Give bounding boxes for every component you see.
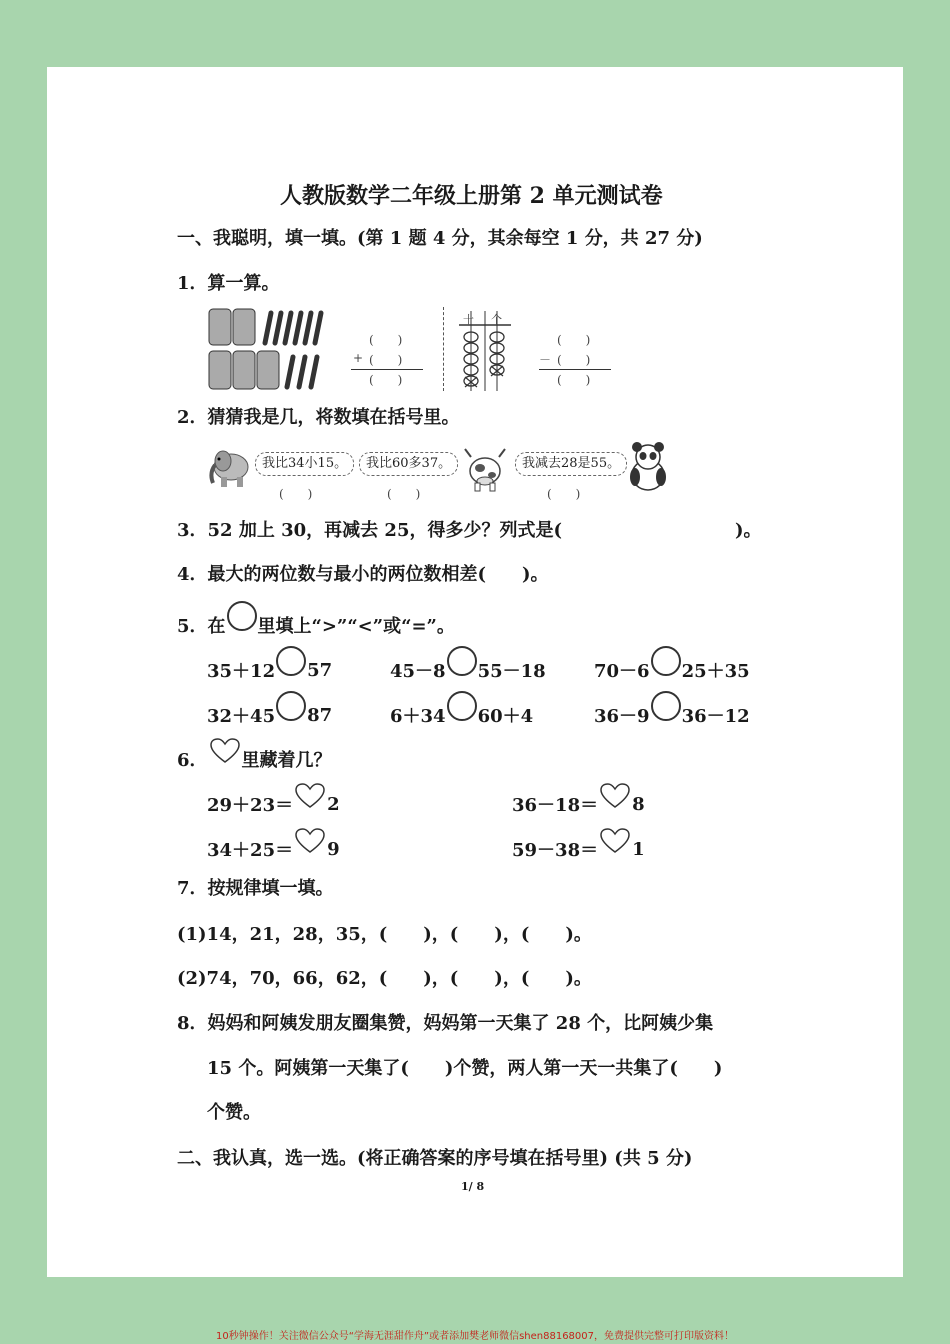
question-3: 3．52 加上 30，再减去 25，得多少？列式是(: [177, 520, 562, 541]
footer-notice: 10秒钟操作！关注微信公众号“学海无涯甜作舟”或者添加樊老师微信shen88168007，免费提供完整可打印版资料！: [215, 1331, 735, 1342]
compare-item: [594, 658, 750, 682]
question-6-prefix: 6．: [177, 750, 208, 771]
answer-circle[interactable]: [276, 646, 306, 676]
question-4: 4．最大的两位数与最小的两位数相差( )。: [177, 564, 549, 585]
ten-bundle: [209, 351, 231, 389]
equation-left: 36－18＝: [512, 795, 599, 816]
heart-item: [512, 837, 645, 861]
compare-left: 32＋45: [207, 706, 276, 727]
riddle-bubble-3: 我减去28是55。: [515, 452, 627, 476]
ten-bundle: [257, 351, 279, 389]
question-8-line-1: 8．妈妈和阿姨发朋友圈集赞，妈妈第一天集了 28 个，比阿姨少集: [177, 1013, 714, 1034]
heart-item: [512, 792, 645, 816]
compare-item: [207, 703, 332, 727]
divider: [443, 307, 444, 391]
single-stick: [275, 313, 281, 343]
answer-paren-2: ( ): [387, 487, 421, 501]
equation-digit: 1: [632, 838, 645, 860]
compare-right: 25＋35: [681, 661, 750, 682]
equation-left: 59－38＝: [512, 840, 599, 861]
answer-circle[interactable]: [651, 646, 681, 676]
riddle-bubble-1: 我比34小15。: [255, 452, 354, 476]
paren-blank: ( ): [557, 353, 591, 367]
heart-item: [207, 792, 340, 816]
worksheet-page: [47, 67, 903, 1277]
answer-circle[interactable]: [276, 691, 306, 721]
heart-icon: [210, 738, 240, 764]
page-title: 人教版数学二年级上册第 2 单元测试卷: [280, 183, 663, 209]
heart-icon[interactable]: [600, 828, 630, 854]
single-stick: [305, 313, 311, 343]
compare-right: 57: [307, 659, 333, 681]
question-3-end: )。: [735, 520, 762, 541]
compare-left: 45－8: [390, 661, 446, 682]
compare-item: [207, 658, 332, 682]
compare-left: 70－6: [594, 661, 650, 682]
equation-digit: 2: [327, 793, 340, 815]
single-stick: [299, 357, 305, 387]
page-number: 1/ 8: [461, 1180, 485, 1193]
riddle-bubble-2: 我比60多37。: [359, 452, 458, 476]
equation-digit: 8: [632, 793, 645, 815]
compare-right: 55－18: [477, 661, 546, 682]
circle-symbol: [227, 601, 257, 631]
compare-item: [390, 703, 533, 727]
ten-bundle: [233, 309, 255, 345]
section-1-heading: 一、我聪明，填一填。(第 1 题 4 分，其余每空 1 分，共 27 分): [177, 228, 703, 249]
question-5-prefix: 5．在: [177, 616, 226, 637]
single-stick: [315, 313, 321, 343]
compare-right: 87: [307, 704, 333, 726]
sequence-2: (2)74，70，66，62，( )，( )，( )。: [177, 968, 592, 989]
heart-icon[interactable]: [295, 783, 325, 809]
heart-icon[interactable]: [295, 828, 325, 854]
plus-sign: +: [353, 351, 364, 365]
minus-sign: －: [539, 353, 552, 367]
equation-left: 34＋25＝: [207, 840, 294, 861]
question-2: 2．猜猜我是几，将数填在括号里。: [177, 407, 460, 428]
compare-item: [390, 658, 546, 682]
question-1: 1．算一算。: [177, 273, 280, 294]
heart-icon[interactable]: [600, 783, 630, 809]
paren-blank: ( ): [369, 353, 403, 367]
tens-label: 十: [463, 313, 474, 326]
section-2-heading: 二、我认真，选一选。(将正确答案的序号填在括号里) (共 5 分): [177, 1148, 693, 1169]
answer-circle[interactable]: [651, 691, 681, 721]
vertical-calc-line: [539, 369, 611, 370]
single-stick: [285, 313, 291, 343]
question-6-instruction: 里藏着几？: [241, 750, 332, 771]
compare-left: 6＋34: [390, 706, 446, 727]
compare-item: [594, 703, 750, 727]
answer-paren-1: ( ): [279, 487, 313, 501]
cow-icon: [459, 441, 511, 493]
vertical-calc-line: [351, 369, 423, 370]
compare-right: 36－12: [681, 706, 750, 727]
panda-icon: [625, 441, 671, 493]
answer-circle[interactable]: [447, 691, 477, 721]
question-8-line-3: 个赞。: [207, 1102, 261, 1123]
paren-blank: ( ): [369, 373, 403, 387]
single-stick: [265, 313, 271, 343]
single-stick: [295, 313, 301, 343]
equation-left: 29＋23＝: [207, 795, 294, 816]
answer-paren-3: ( ): [547, 487, 581, 501]
elephant-icon: [207, 441, 251, 491]
question-8-line-2: 15 个。阿姨第一天集了( )个赞，两人第一天一共集了( ): [207, 1058, 723, 1079]
ten-bundle: [209, 309, 231, 345]
bundled-sticks-illustration: [207, 307, 327, 393]
equation-digit: 9: [327, 838, 340, 860]
question-5-instruction: 里填上“>”“<”或“=”。: [257, 616, 455, 637]
question-6: [177, 747, 332, 771]
single-stick: [311, 357, 317, 387]
question-7: 7．按规律填一填。: [177, 878, 334, 899]
ones-label: 个: [491, 313, 502, 326]
compare-left: 36－9: [594, 706, 650, 727]
answer-circle[interactable]: [447, 646, 477, 676]
paren-blank: ( ): [369, 333, 403, 347]
ten-bundle: [233, 351, 255, 389]
paren-blank: ( ): [557, 333, 591, 347]
paren-blank: ( ): [557, 373, 591, 387]
question-5: [177, 613, 455, 637]
compare-right: 60＋4: [477, 706, 534, 727]
sequence-1: (1)14，21，28，35，( )，( )，( )。: [177, 924, 592, 945]
heart-item: [207, 837, 340, 861]
compare-left: 35＋12: [207, 661, 276, 682]
single-stick: [287, 357, 293, 387]
